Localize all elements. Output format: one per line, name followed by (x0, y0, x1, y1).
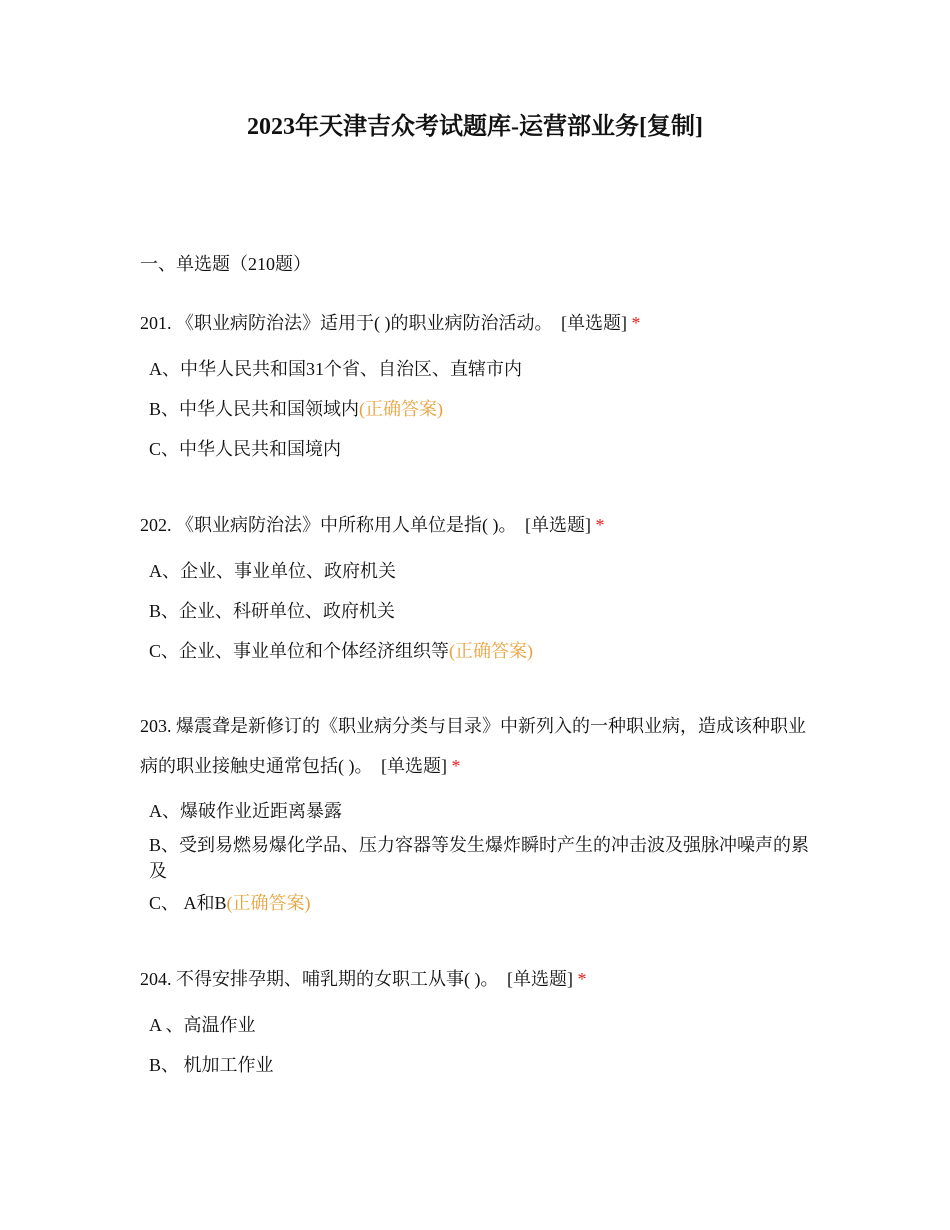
question-text: 201. 《职业病防治法》适用于( )的职业病防治活动。 (140, 313, 553, 333)
question-type-tag: [单选题] (381, 756, 447, 776)
question-201-option-a (149, 356, 809, 382)
correct-answer-mark: (正确答案) (449, 641, 534, 661)
correct-answer-mark: (正确答案) (359, 399, 444, 419)
question-202-stem (140, 505, 820, 545)
option-text: A、企业、事业单位、政府机关 (149, 561, 396, 581)
question-type-tag: [单选题] (507, 969, 573, 989)
option-text: B、中华人民共和国领域内 (149, 399, 360, 419)
question-203-option-a (149, 798, 809, 824)
question-204-option-a (149, 1012, 809, 1038)
question-type-tag: [单选题] (525, 515, 591, 535)
question-202-option-c (149, 638, 809, 664)
option-text: C、 A和B (149, 893, 227, 913)
required-mark: * (451, 756, 461, 776)
question-type-tag: [单选题] (561, 313, 627, 333)
question-203-option-c (149, 890, 809, 916)
option-text: C、企业、事业单位和个体经济组织等 (149, 641, 450, 661)
document-title: 2023年天津吉众考试题库-运营部业务[复制] (247, 114, 703, 140)
question-203-option-b (149, 832, 809, 884)
question-204-option-b (149, 1052, 809, 1078)
question-201-option-c (149, 436, 809, 462)
option-text: C、中华人民共和国境内 (149, 439, 342, 459)
question-text: 204. 不得安排孕期、哺乳期的女职工从事( )。 (140, 969, 499, 989)
required-mark: * (631, 313, 641, 333)
option-text: A、爆破作业近距离暴露 (149, 801, 342, 821)
question-text: 202. 《职业病防治法》中所称用人单位是指( )。 (140, 515, 517, 535)
option-text: A 、高温作业 (149, 1015, 256, 1035)
question-202-option-a (149, 558, 809, 584)
required-mark: * (577, 969, 587, 989)
question-201-option-b (149, 396, 809, 422)
option-text: B、受到易燃易爆化学品、压力容器等发生爆炸瞬时产生的冲击波及强脉冲噪声的累及 (149, 835, 810, 881)
correct-answer-mark: (正确答案) (226, 893, 311, 913)
section-heading: 一、单选题（210题） (140, 254, 311, 274)
option-text: B、企业、科研单位、政府机关 (149, 601, 396, 621)
option-text: B、 机加工作业 (149, 1055, 274, 1075)
question-204-stem (140, 959, 820, 999)
required-mark: * (595, 515, 605, 535)
option-text: A、中华人民共和国31个省、自治区、直辖市内 (149, 359, 522, 379)
question-text: 203. 爆震聋是新修订的《职业病分类与目录》中新列入的一种职业病，造成该种职业病的职业接触史通常包括( )。 (140, 716, 806, 776)
question-202-option-b (149, 598, 809, 624)
question-203-stem (140, 706, 820, 786)
question-201-stem (140, 303, 820, 343)
